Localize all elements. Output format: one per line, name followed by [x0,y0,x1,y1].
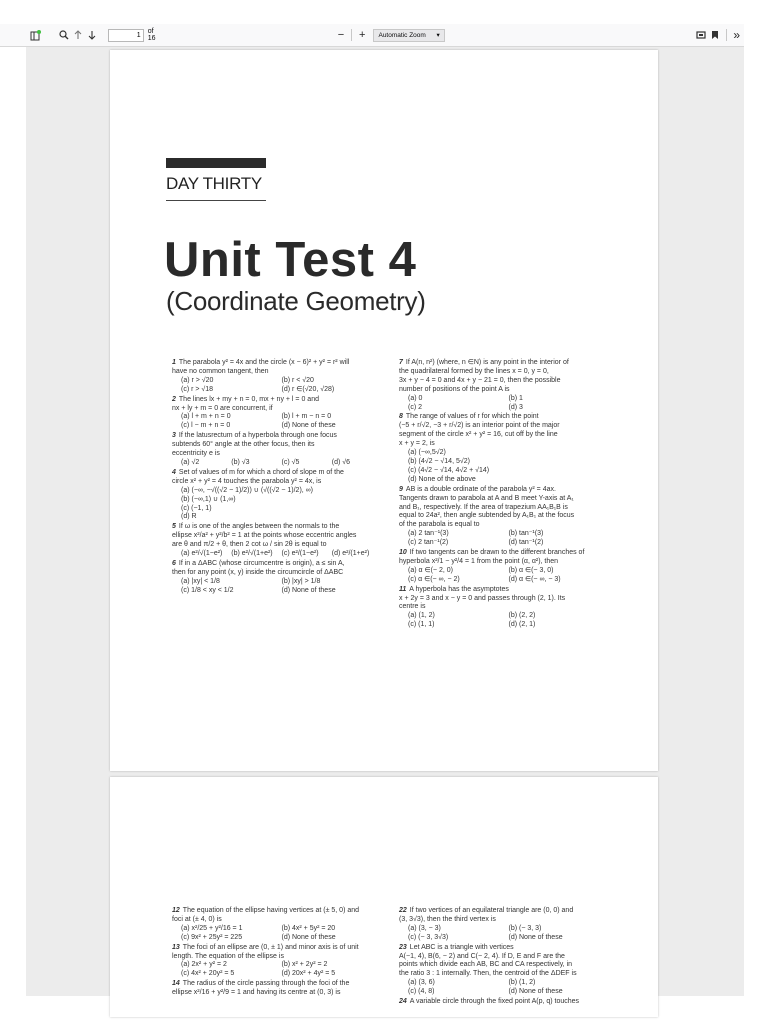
question-item [399,359,609,412]
answer-option: (c) l − m + n = 0 [181,422,231,430]
question-text [399,944,609,980]
answer-options [172,377,382,395]
question-number: 7 [399,359,403,366]
answer-options [399,395,609,413]
answer-option: (d) e²/(1+e²) [331,550,370,558]
answer-option: (b) 1 [508,394,523,402]
answer-option: (c) (1, 1) [408,621,435,629]
question-number: 23 [399,943,407,951]
question-item [172,469,382,522]
answer-option: (b) √3 [231,458,250,466]
answer-option: (c) (4√2 − √14, 4√2 + √14) [408,466,490,474]
question-stem: AB is a double ordinate of the parabola y² = 4ax. Tangents drawn to parabola at A and B meet Y-axis at A₁ and B₁, respectively. If the area of trapezium AA₁B₁B is equal to 24a², then angle subtended by A₁B₁ at the focus of the parabola is equal to [399,485,575,529]
question-number: 11 [399,585,407,593]
answer-option: (c) r > √18 [181,385,214,393]
question-text [172,907,382,925]
page-subtitle: (Coordinate Geometry) [166,286,426,316]
question-column-left [172,359,382,597]
question-item [172,359,382,395]
day-heading-bar [166,158,266,168]
day-label: DAY THIRTY [166,174,262,193]
question-text [172,469,382,487]
question-number: 6 [172,559,176,567]
answer-option: (d) None of these [281,933,336,941]
question-column-left [172,907,382,999]
question-item [172,980,382,998]
answer-option: (b) x² + 2y² = 2 [281,961,328,969]
question-item [172,396,382,432]
question-column-right [399,359,609,631]
question-item [399,486,609,548]
question-stem: A variable circle through the fixed point A(p, q) touches [409,998,580,1006]
sidebar-toggle-icon[interactable] [28,27,42,43]
question-text [399,586,609,613]
answer-option: (a) |xy| < 1/8 [181,577,220,585]
question-stem: The parabola y² = 4x and the circle (x − 6)² + y² = r² will have no common tangent, then [172,359,350,375]
answer-option: (c) e²/(1−e²) [281,550,319,558]
page-count-label: of 16 [147,28,156,42]
question-item [172,523,382,559]
question-stem: The radius of the circle passing through the foci of the ellipse x²/16 + y²/9 = 1 and having its centre at (0, 3) is [172,980,350,997]
zoom-select-label: Automatic Zoom [378,31,426,39]
answer-option: (c) (− 3, 3√3) [408,933,449,941]
bookmark-icon[interactable] [708,27,722,43]
question-number: 13 [172,943,180,951]
answer-option: (c) 1/8 < xy < 1/2 [181,586,234,594]
answer-option: (b) α ∈(− 3, 0) [508,566,554,574]
question-number: 14 [172,980,180,988]
question-stem: The range of values of r for which the point (−5 + r/√2, −3 + r/√2) is an interior point of the major segment of the circle x² + y² = 16, cut off by the line x + y = 2, is [399,413,560,448]
answer-option: (b) e²/√(1+e²) [231,550,273,558]
answer-option: (b) |xy| > 1/8 [281,577,321,585]
answer-option: (d) tan⁻¹(2) [508,539,544,547]
question-item [399,944,609,997]
question-text [399,998,609,1007]
question-text [172,560,382,578]
question-item [172,432,382,468]
answer-options [399,612,609,630]
question-item [172,907,382,943]
answer-options [172,925,382,943]
answer-option: (a) 2 tan⁻¹(3) [408,530,449,538]
toolbar-divider [726,29,727,41]
answer-option: (a) (3, 6) [408,979,435,987]
question-text [399,907,609,925]
answer-option: (d) None of these [281,586,336,594]
answer-options [399,925,609,943]
question-stem: The foci of an ellipse are (0, ± 1) and minor axis is of unit length. The equation of the ellipse is [172,943,359,960]
question-column-right [399,907,609,1008]
answer-options [399,449,609,485]
question-number: 4 [172,468,176,476]
question-number: 9 [399,485,403,493]
tools-menu-icon[interactable]: » [733,28,741,42]
answer-option: (a) (3, − 3) [408,924,441,932]
answer-option: (d) α ∈(− ∞, − 3) [508,575,561,583]
answer-options [172,578,382,596]
answer-option: (c) (−1, 1) [181,504,212,512]
answer-option: (c) 2 [408,403,422,411]
answer-option: (c) (4, 8) [408,988,435,996]
answer-option: (a) x²/25 + y²/16 = 1 [181,924,243,932]
pdf-page-1 [110,50,658,771]
answer-options [172,487,382,523]
question-number: 8 [399,413,403,421]
question-item [399,907,609,943]
answer-option: (c) 4x² + 20y² = 5 [181,970,235,978]
question-text [399,486,609,531]
question-stem: If in a ΔABC (whose circumcentre is origin), a ≤ sin A, then for any point (x, y) inside the circumcircle of ΔABC [172,559,345,576]
question-text [172,523,382,550]
presentation-mode-icon[interactable] [694,27,708,43]
answer-options [172,550,382,559]
question-number: 1 [172,359,176,366]
zoom-in-icon[interactable]: + [359,29,366,41]
answer-option: (c) 2 tan⁻¹(2) [408,539,449,547]
question-text [399,359,609,395]
question-stem: The lines lx + my + n = 0, mx + ny + l = 0 and nx + ly + m = 0 are concurrent, if [172,395,319,412]
answer-option: (a) √2 [181,458,200,466]
question-number: 10 [399,549,407,557]
answer-option: (b) tan⁻¹(3) [508,530,544,538]
question-stem: If two tangents can be drawn to the different branches of hyperbola x²/1 − y²/4 = 1 from the point (α, α²), then [399,549,585,565]
question-text [172,980,382,998]
page-number-input[interactable] [108,29,144,42]
answer-options [172,961,382,979]
question-number: 2 [172,395,176,403]
question-number: 3 [172,432,176,440]
answer-options [399,567,609,585]
answer-options [399,979,609,997]
pdf-toolbar [0,24,744,47]
previous-page-icon[interactable] [71,27,85,43]
answer-option: (b) (4√2 − √14, 5√2) [408,457,470,465]
toolbar-divider [351,29,352,41]
answer-option: (d) None of these [281,422,336,430]
answer-option: (b) r < √20 [281,376,314,384]
answer-option: (c) √5 [281,458,300,466]
answer-option: (d) (2, 1) [508,621,536,629]
question-text [172,359,382,377]
answer-option: (d) None of the above [408,475,476,483]
question-text [172,944,382,962]
question-stem: Let ABC is a triangle with vertices A(−1, 4), B(6, − 2) and C(− 2, 4). If D, E and F are the points which divide each AB, BC and CA respectively, in the ratio 3 : 1 internally. Then, the centroid of the ΔDEF is [399,943,577,978]
question-text [172,396,382,414]
question-number: 12 [172,907,180,914]
answer-option: (d) 3 [508,403,523,411]
question-number: 22 [399,907,407,914]
question-number: 24 [399,998,407,1006]
question-stem: Set of values of m for which a chord of slope m of the circle x² + y² = 4 touches the parabola y² = 4x, is [172,468,344,485]
chevron-down-icon: ▾ [436,32,440,39]
question-item [399,549,609,585]
answer-options [172,459,382,468]
answer-option: (d) 20x² + 4y² = 5 [281,970,336,978]
question-item [399,413,609,484]
question-stem: A hyperbola has the asymptotes x + 2y = 3 and x − y = 0 and passes through (2, 1). Its centre is [399,585,566,611]
document-viewer[interactable] [26,47,744,1006]
question-stem: The equation of the ellipse having vertices at (± 5, 0) and foci at (± 4, 0) is [172,907,360,923]
answer-option: (a) (1, 2) [408,612,435,620]
answer-option: (d) R [181,513,197,521]
answer-option: (b) l + m − n = 0 [281,413,332,421]
answer-options [172,413,382,431]
answer-option: (b) (−∞,1) ∪ (1,∞) [181,495,236,503]
answer-option: (d) None of these [508,933,563,941]
answer-option: (a) e²/√(1−e²) [181,550,223,558]
zoom-select[interactable] [373,29,444,42]
question-item [172,560,382,596]
answer-option: (b) (− 3, 3) [508,924,542,932]
answer-option: (a) 0 [408,394,423,402]
answer-option: (b) (2, 2) [508,612,536,620]
answer-option: (d) r ∈(√20, √28) [281,385,335,393]
answer-option: (a) (−∞, −√((√2 − 1)/2)) ∪ (√((√2 − 1)/2), ∞) [181,486,313,494]
day-heading-rule [166,200,266,201]
question-text [172,432,382,459]
answer-option: (b) (1, 2) [508,979,536,987]
answer-option: (d) None of these [508,988,563,996]
question-item [399,586,609,631]
question-number: 5 [172,523,176,531]
answer-option: (a) α ∈(− 2, 0) [408,566,453,574]
answer-option: (a) 2x² + y² = 2 [181,961,227,969]
answer-option: (c) 9x² + 25y² = 225 [181,933,243,941]
question-item [399,998,609,1007]
answer-option: (a) r > √20 [181,376,214,384]
answer-option: (b) 4x² + 5y² = 20 [281,924,336,932]
question-stem: If the latusrectum of a hyperbola through one focus subtends 60° angle at the other focus, then its eccentricity e is [172,432,337,458]
page-title: Unit Test 4 [164,233,417,287]
question-stem: If ω is one of the angles between the normals to the ellipse x²/a² + y²/b² = 1 at the points whose eccentric angles are θ and π/2 + θ, then 2 cot ω / sin 2θ is equal to [172,523,357,549]
question-item [172,944,382,980]
answer-option: (c) α ∈(− ∞, − 2) [408,575,460,583]
question-text [399,413,609,449]
answer-option: (d) √6 [331,458,350,466]
question-stem: If two vertices of an equilateral triangle are (0, 0) and (3, 3√3), then the third vertex is [399,907,574,923]
search-icon[interactable] [56,27,70,43]
pdf-page-2 [110,777,658,1017]
answer-options [399,530,609,548]
answer-option: (a) (−∞,5√2) [408,449,446,457]
question-text [399,549,609,567]
next-page-icon[interactable] [85,27,99,43]
zoom-out-icon[interactable]: − [337,29,345,41]
answer-option: (a) l + m + n = 0 [181,413,231,421]
question-stem: If A(n, n²) (where, n ∈N) is any point in the interior of the quadrilateral formed by the lines x = 0, y = 0, 3x + y − 4 = 0 and 4x + y − 21 = 0, then the possible number of positions of the point A is [399,359,569,393]
